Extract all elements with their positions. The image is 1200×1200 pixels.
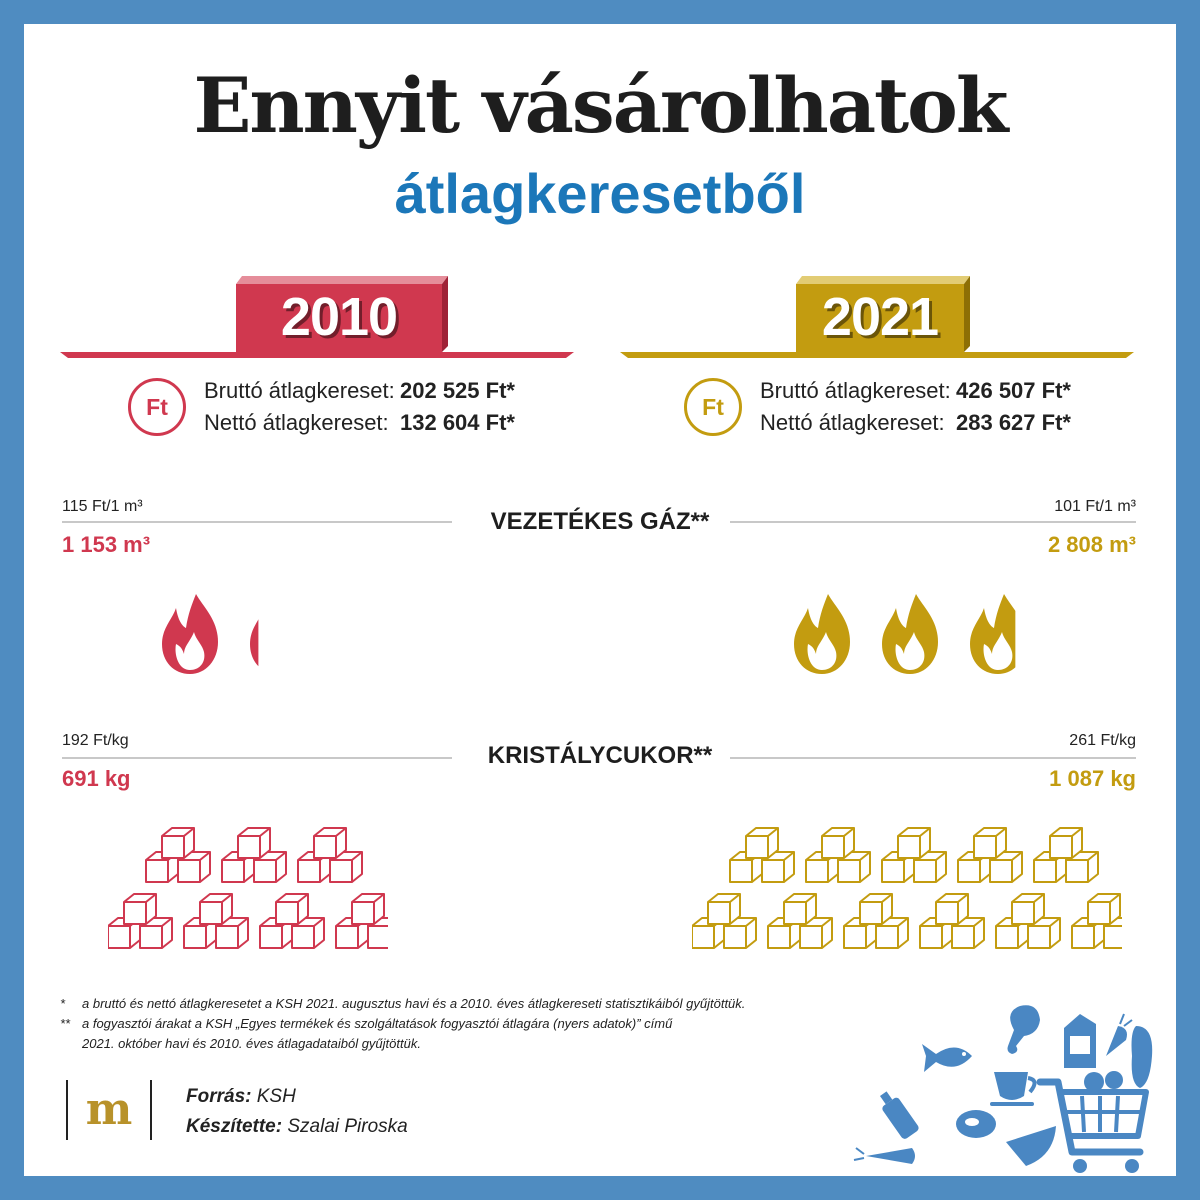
sugar-cubes-icon: [146, 828, 210, 882]
footnote-text: 2021. október havi és 2010. éves átlagadataiból gyűjtöttük.: [82, 1036, 421, 1051]
gas-price-2010: 115 Ft/1 m³: [62, 498, 143, 515]
netto-value-2010: 132 604 Ft*: [400, 410, 515, 435]
flame-icon: [250, 594, 282, 674]
sugar-cubes-icon: [768, 894, 832, 948]
netto-label-2010: Nettó átlagkereset:: [204, 410, 389, 435]
brutto-value-2010: 202 525 Ft*: [400, 378, 515, 403]
brutto-value-2021: 426 507 Ft*: [956, 378, 1071, 403]
sugar-cubes-icon: [844, 894, 908, 948]
gas-pictogram-2021: [794, 584, 1054, 684]
divider-line: [730, 521, 1136, 523]
sugar-cubes-icon: [958, 828, 1022, 882]
netto-value-2021: 283 627 Ft*: [956, 410, 1071, 435]
gas-quantity-2021: 2 808 m³: [1047, 532, 1136, 557]
sugar-cubes-icon: [692, 894, 756, 948]
sugar-cubes-icon: [184, 894, 248, 948]
flame-icon: [970, 594, 1026, 674]
netto-label-2021: Nettó átlagkereset:: [760, 410, 945, 435]
year-label-2021: 2021: [821, 287, 939, 347]
sugar-cubes-icon: [806, 828, 870, 882]
sugar-price-2021: 261 Ft/kg: [1069, 732, 1136, 749]
footnote-text: a fogyasztói árakat a KSH „Egyes termékek és szolgáltatások fogyasztói átlagára (nyers adatok)” című: [82, 1016, 673, 1031]
sugar-quantity-2010: 691 kg: [62, 766, 131, 791]
sugar-cubes-icon: [730, 828, 794, 882]
groceries-cart-icon: [844, 996, 1156, 1176]
sugar-cubes-icon: [336, 894, 388, 948]
gas-pictogram-2010: [162, 584, 282, 684]
logo-divider: [66, 1080, 68, 1140]
author-label: Készítette:: [186, 1116, 283, 1137]
flame-icon: [794, 594, 850, 674]
footnote-mark: *: [60, 996, 66, 1011]
year-label-2010: 2010: [280, 287, 398, 347]
salary-block-2021: [760, 375, 1071, 439]
sugar-pictogram-2010: [108, 822, 388, 954]
brutto-label-2010: Bruttó átlagkereset:: [204, 378, 395, 403]
page-subtitle: átlagkeresetből: [394, 162, 806, 225]
gas-quantity-2010: 1 153 m³: [62, 532, 151, 557]
currency-icon-2021: Ft: [684, 378, 742, 436]
sugar-cubes-icon: [1034, 828, 1098, 882]
divider-line: [62, 757, 452, 759]
footnotes: [60, 994, 745, 1054]
salary-block-2010: [204, 375, 515, 439]
gas-price-2021: 101 Ft/1 m³: [1054, 498, 1136, 515]
sugar-cubes-icon: [108, 894, 172, 948]
sugar-cubes-icon: [920, 894, 984, 948]
footnote-mark: **: [60, 1016, 71, 1031]
sugar-cubes-icon: [1072, 894, 1122, 948]
sugar-cubes-icon: [882, 828, 946, 882]
source-label: Forrás:: [186, 1086, 252, 1107]
sugar-pictogram-2021: [692, 822, 1122, 954]
source-value: KSH: [256, 1086, 296, 1107]
sugar-cubes-icon: [260, 894, 324, 948]
page-title: Ennyit vásárolhatok: [193, 61, 1007, 150]
author-value: Szalai Piroska: [287, 1116, 408, 1137]
logo: m: [85, 1084, 133, 1135]
divider-line: [62, 521, 452, 523]
brutto-label-2021: Bruttó átlagkereset:: [760, 378, 951, 403]
divider-line: [730, 757, 1136, 759]
sugar-cubes-icon: [298, 828, 362, 882]
credits: [186, 1082, 408, 1142]
flame-icon: [162, 594, 218, 674]
currency-icon-2010: Ft: [128, 378, 186, 436]
category-label-sugar: KRISTÁLYCUKOR**: [487, 742, 713, 769]
flame-icon: [882, 594, 938, 674]
sugar-cubes-icon: [996, 894, 1060, 948]
sugar-price-2010: 192 Ft/kg: [62, 732, 129, 749]
category-label-gas: VEZETÉKES GÁZ**: [490, 508, 710, 535]
footnote-text: a bruttó és nettó átlagkeresetet a KSH 2021. augusztus havi és a 2010. éves átlagkereseti statisztikáiból gyűjtöttük.: [82, 996, 746, 1011]
infographic-card: [24, 24, 1176, 1176]
logo-divider: [150, 1080, 152, 1140]
sugar-quantity-2021: 1 087 kg: [1049, 766, 1136, 791]
sugar-cubes-icon: [222, 828, 286, 882]
